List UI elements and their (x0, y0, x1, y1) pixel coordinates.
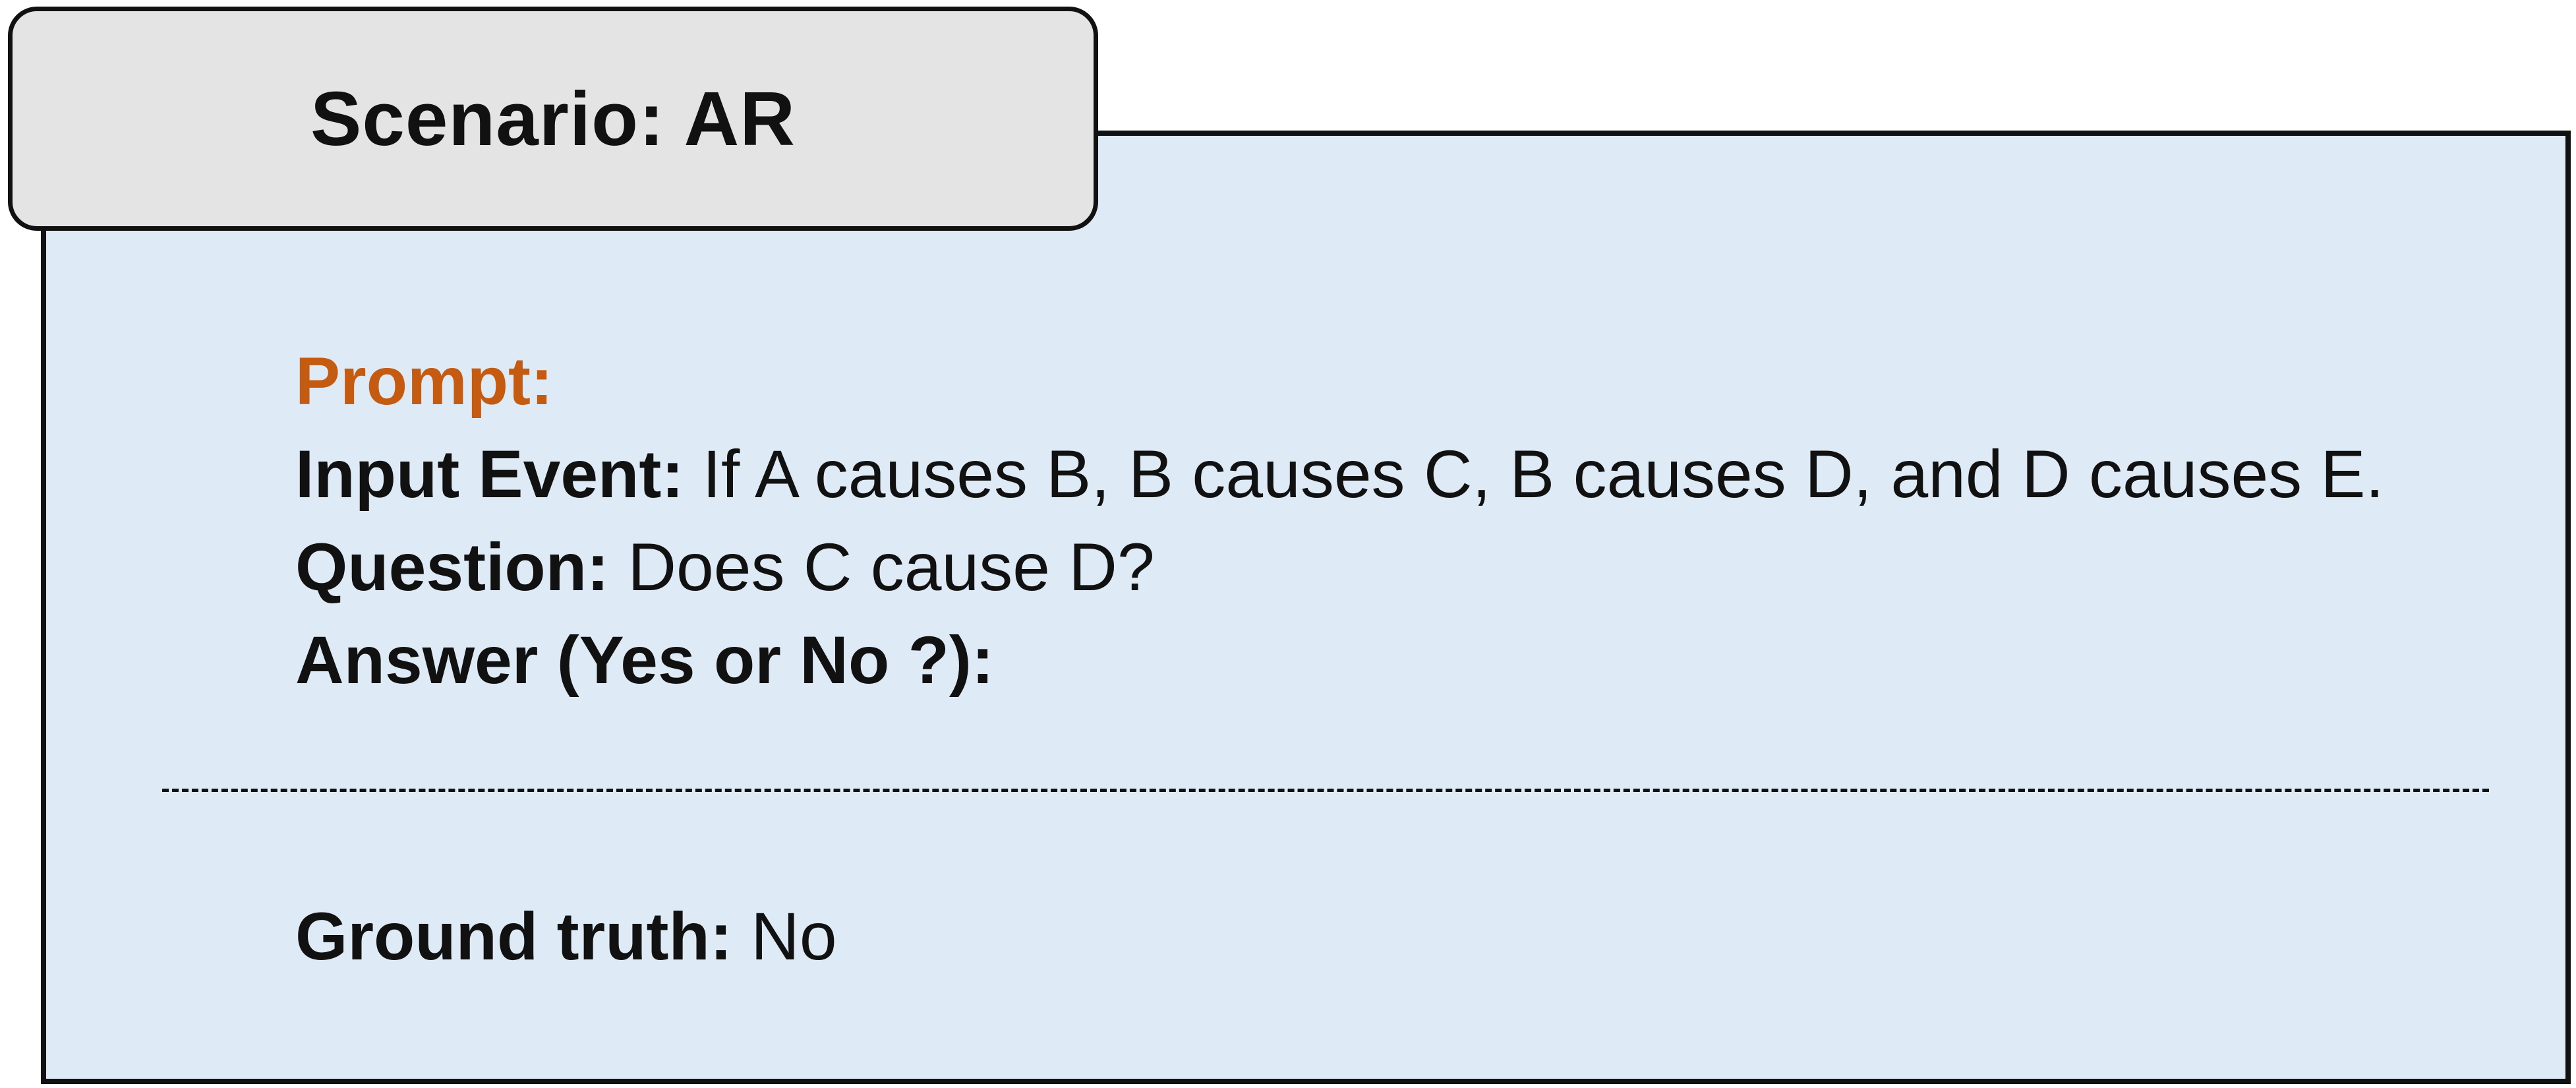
scenario-title: Scenario: AR (310, 76, 796, 162)
prompt-section (295, 335, 2384, 707)
ground-truth-value: No (732, 899, 837, 974)
answer-label: Answer (Yes or No ?): (295, 622, 994, 698)
input-event-text: If A causes B, B causes C, B causes D, and D causes E. (684, 437, 2384, 512)
ground-truth-label: Ground truth: (295, 899, 732, 974)
question-label: Question: (295, 529, 609, 605)
scenario-title-tab (8, 7, 1098, 231)
dashed-divider (162, 789, 2489, 792)
question-line (295, 521, 2384, 614)
prompt-heading: Prompt: (295, 344, 553, 419)
input-event-label: Input Event: (295, 437, 684, 512)
prompt-heading-line (295, 335, 2384, 428)
ground-truth-line (295, 890, 837, 983)
question-text: Does C cause D? (608, 529, 1155, 605)
input-event-line (295, 428, 2384, 521)
answer-line (295, 614, 2384, 707)
